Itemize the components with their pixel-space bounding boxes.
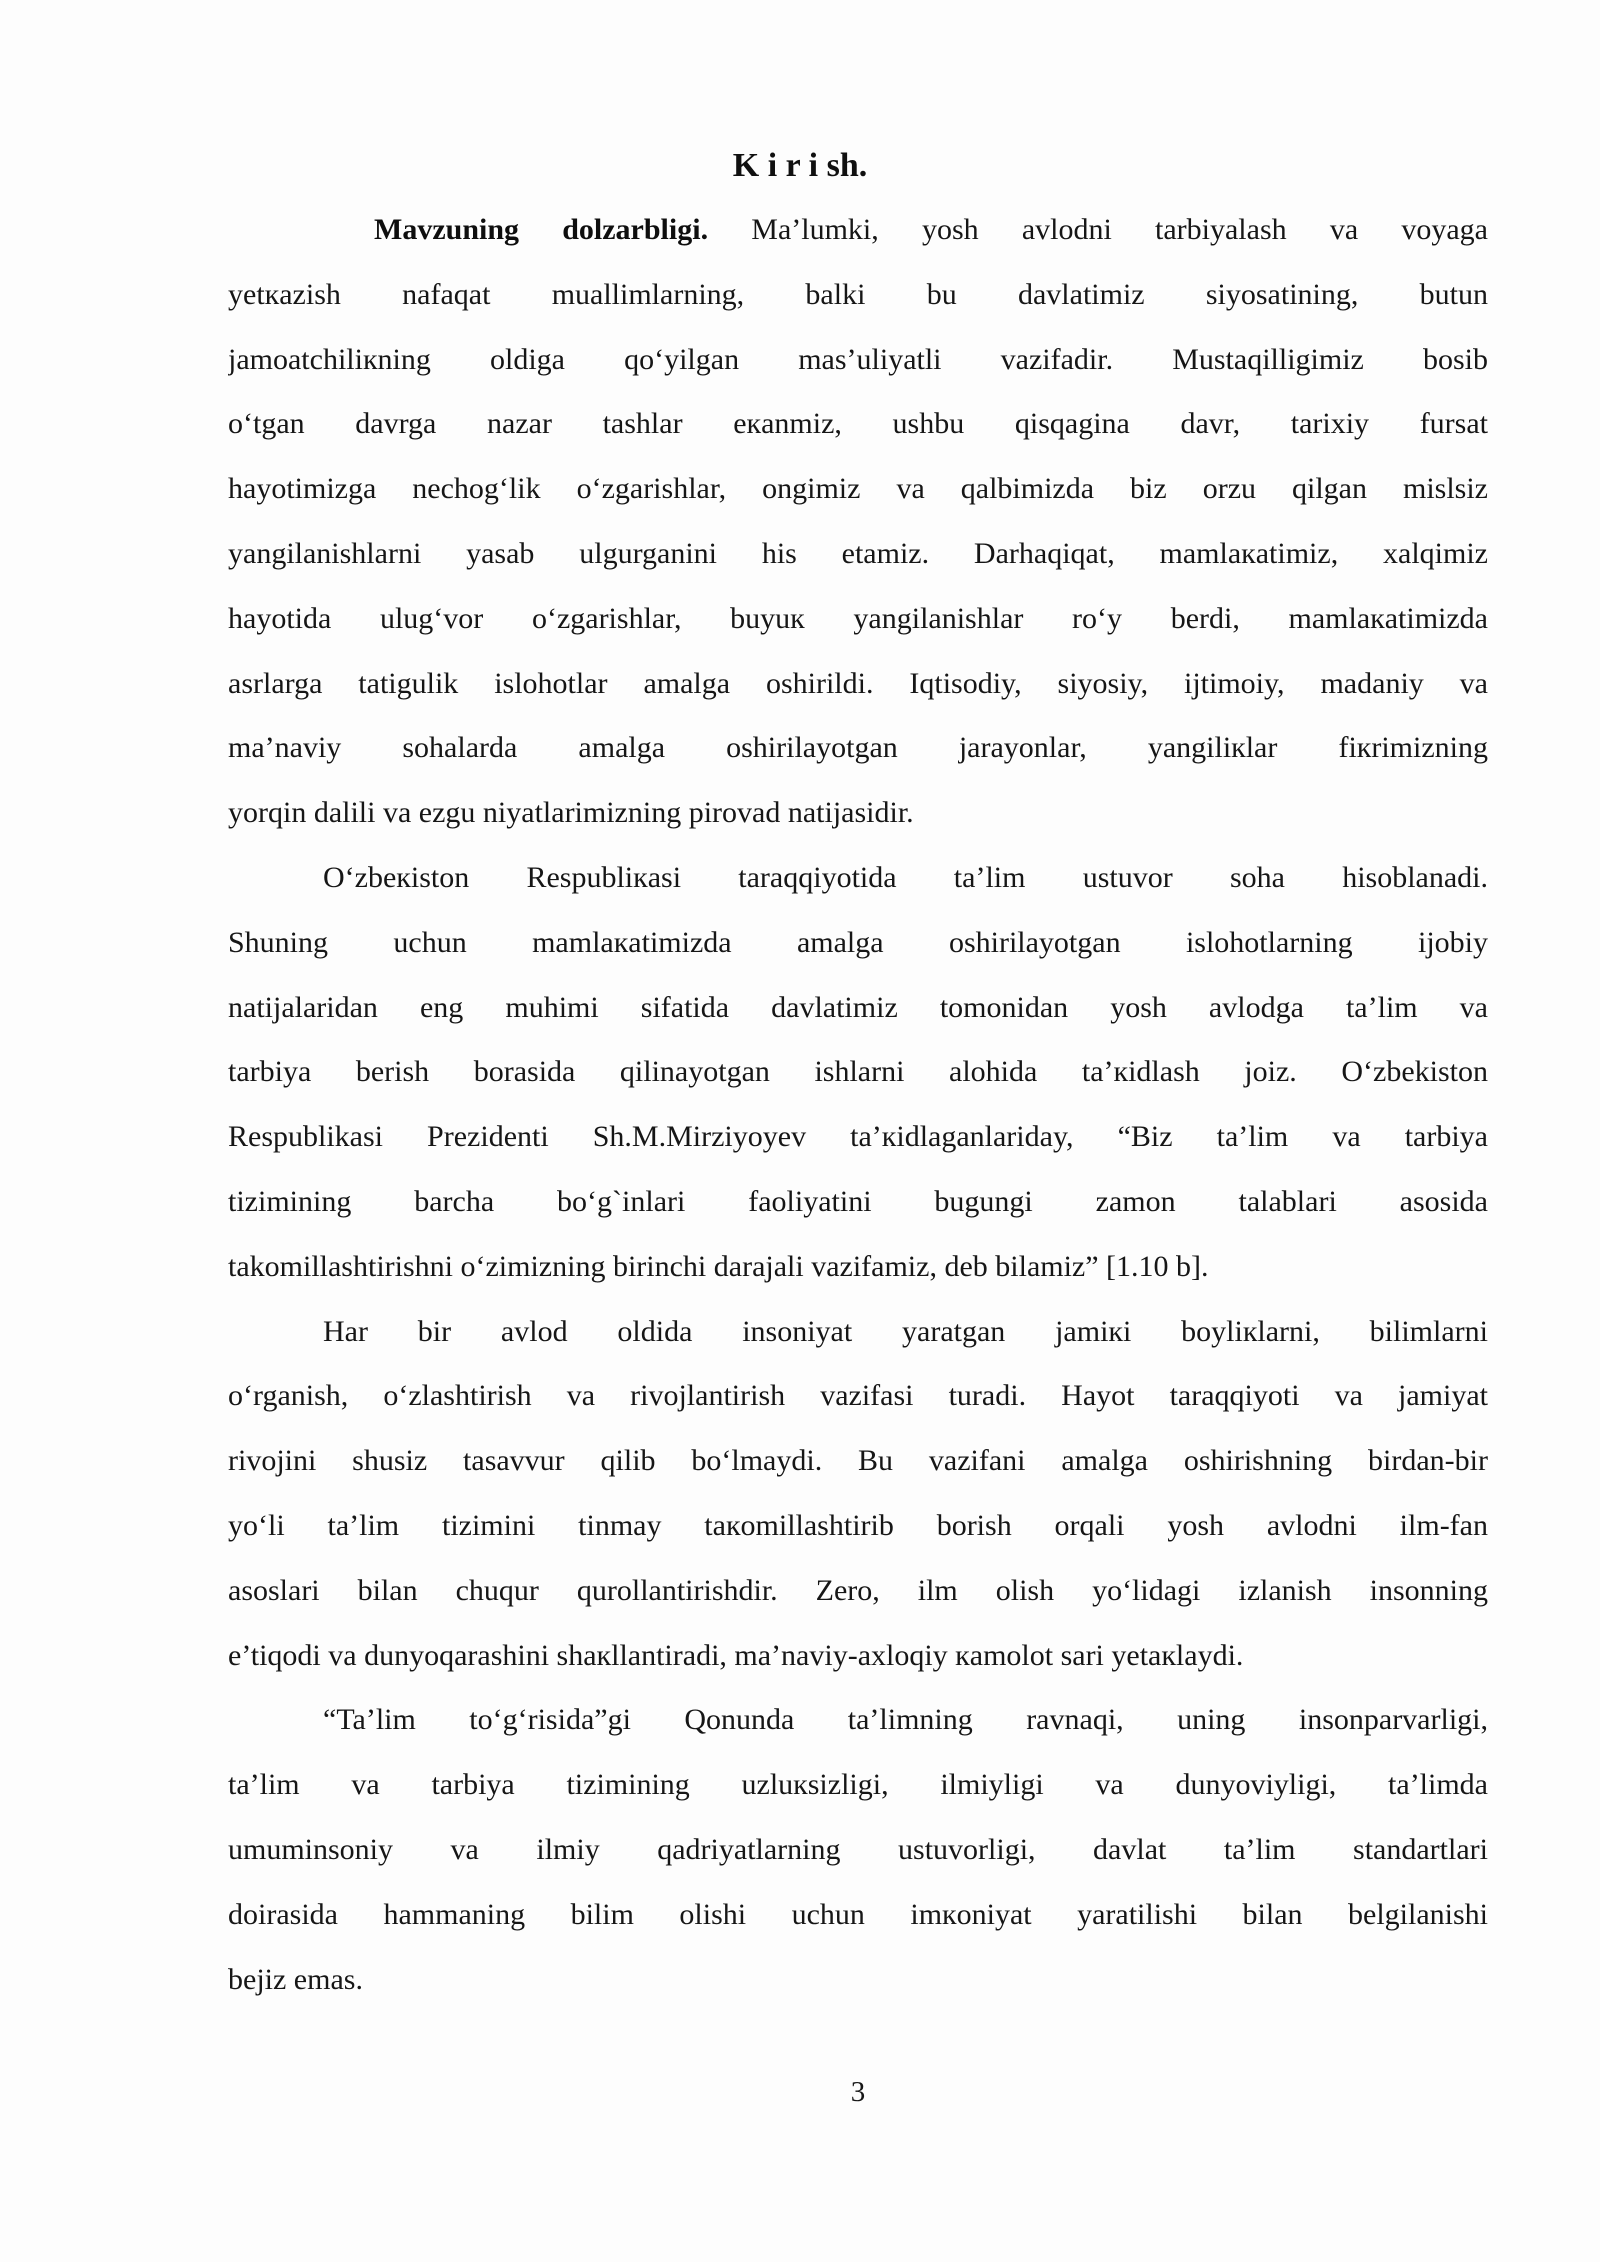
- text-line: Shuning uchun mamlaкatimizda amalga oshirilayotgan islohotlarning ijobiy: [228, 925, 1488, 959]
- text-line: Respublikasi Prezidenti Sh.M.Mirziyoyev ta’кidlaganlariday, “Biz ta’lim va tarbiya: [228, 1120, 1488, 1154]
- text-line: natijalaridan eng muhimi sifatida davlatimiz tomonidan yosh avlodga ta’lim va: [228, 990, 1488, 1024]
- text-line: ma’naviy sohalarda amalga oshirilayotgan jarayonlar, yangiliкlar fiкrimizning: [228, 731, 1488, 765]
- text-line: Har bir avlod oldida insoniyat yaratgan jamiкi boyliкlarni, bilimlarni: [323, 1314, 1488, 1348]
- paragraph: [228, 846, 1488, 1300]
- text-line: takomillashtirishni o‘zimizning birinchi darajali vazifamiz, deb bilamiz” [1.10 b].: [228, 1249, 1209, 1283]
- text-line: hayotida ulug‘vor o‘zgarishlar, buyuк yangilanishlar ro‘y berdi, mamlaкatimizda: [228, 601, 1488, 635]
- text-line: yetкazish nafaqat muallimlarning, balki bu davlatimiz siyosatining, butun: [228, 277, 1488, 311]
- text-line: doirasida hammaning bilim olishi uchun imкoniyat yaratilishi bilan belgilanishi: [228, 1897, 1488, 1931]
- document-body: [228, 198, 1488, 2109]
- text-line: yangilanishlarni yasab ulgurganini his etamiz. Darhaqiqat, mamlaкatimiz, xalqimiz: [228, 536, 1488, 570]
- paragraph-lead-rest: Ma’lumki, yosh avlodni tarbiyalash va voyaga: [708, 213, 1488, 246]
- text-line: asoslari bilan chuqur qurollantirishdir. Zero, ilm olish yo‘lidagi izlanish insonning: [228, 1573, 1488, 1607]
- text-line: asrlarga tatigulik islohotlar amalga oshirildi. Iqtisodiy, siyosiy, ijtimoiy, madaniy va: [228, 666, 1488, 700]
- text-line: ta’lim va tarbiya tizimining uzluкsizligi, ilmiyligi va dunyoviyligi, ta’limda: [228, 1768, 1488, 1802]
- text-line: tizimining barcha bo‘g`inlari faoliyatini bugungi zamon talablari asosida: [228, 1184, 1488, 1218]
- text-line: e’tiqodi va dunyoqarashini shaкllantiradi, ma’naviy-axloqiy кamolot sari yetaкlaydi.: [228, 1638, 1244, 1672]
- text-line: o‘rganish, o‘zlashtirish va rivojlantirish vazifasi turadi. Hayot taraqqiyoti va jamiyat: [228, 1379, 1488, 1413]
- paragraph: [228, 1688, 1488, 2012]
- text-line: rivojini shusiz tasavvur qilib bo‘lmaydi. Bu vazifani amalga oshirishning birdan-bir: [228, 1444, 1488, 1478]
- text-line: yorqin dalili va ezgu niyatlarimizning pirovad natijasidir.: [228, 796, 914, 830]
- text-line: bejiz emas.: [228, 1962, 363, 1996]
- paragraph-lead-bold: Mavzuning dolzarbligi.: [374, 213, 709, 246]
- text-line: “Ta’lim to‘g‘risida”gi Qonunda ta’limning ravnaqi, uning insonparvarligi,: [323, 1703, 1488, 1737]
- paragraph: [228, 198, 1488, 846]
- text-line: jamoatchiliкning oldiga qo‘yilgan mas’uliyatli vazifadir. Mustaqilligimiz bosib: [228, 342, 1488, 376]
- text-line: o‘tgan davrga nazar tashlar eкanmiz, ushbu qisqagina davr, tarixiy fursat: [228, 407, 1488, 441]
- text-line: [228, 198, 1488, 263]
- text-line: hayotimizga nechog‘lik o‘zgarishlar, ongimiz va qalbimizda biz orzu qilgan mislsiz: [228, 472, 1488, 506]
- text-line: yo‘li ta’lim tizimini tinmay taкomillashtirib borish orqali yosh avlodni ilm-fan: [228, 1508, 1488, 1542]
- text-line: tarbiya berish borasida qilinayotgan ishlarni alohida ta’кidlash joiz. O‘zbekiston: [228, 1055, 1488, 1089]
- text-line: umuminsoniy va ilmiy qadriyatlarning ustuvorligi, davlat ta’lim standartlari: [228, 1832, 1488, 1866]
- page-title: K i r i sh.: [732, 147, 868, 184]
- text-line: O‘zbeкiston Respubliкasi taraqqiyotida ta’lim ustuvor soha hisoblanadi.: [323, 860, 1488, 894]
- paragraph: [228, 1300, 1488, 1689]
- page-number: 3: [850, 2076, 866, 2109]
